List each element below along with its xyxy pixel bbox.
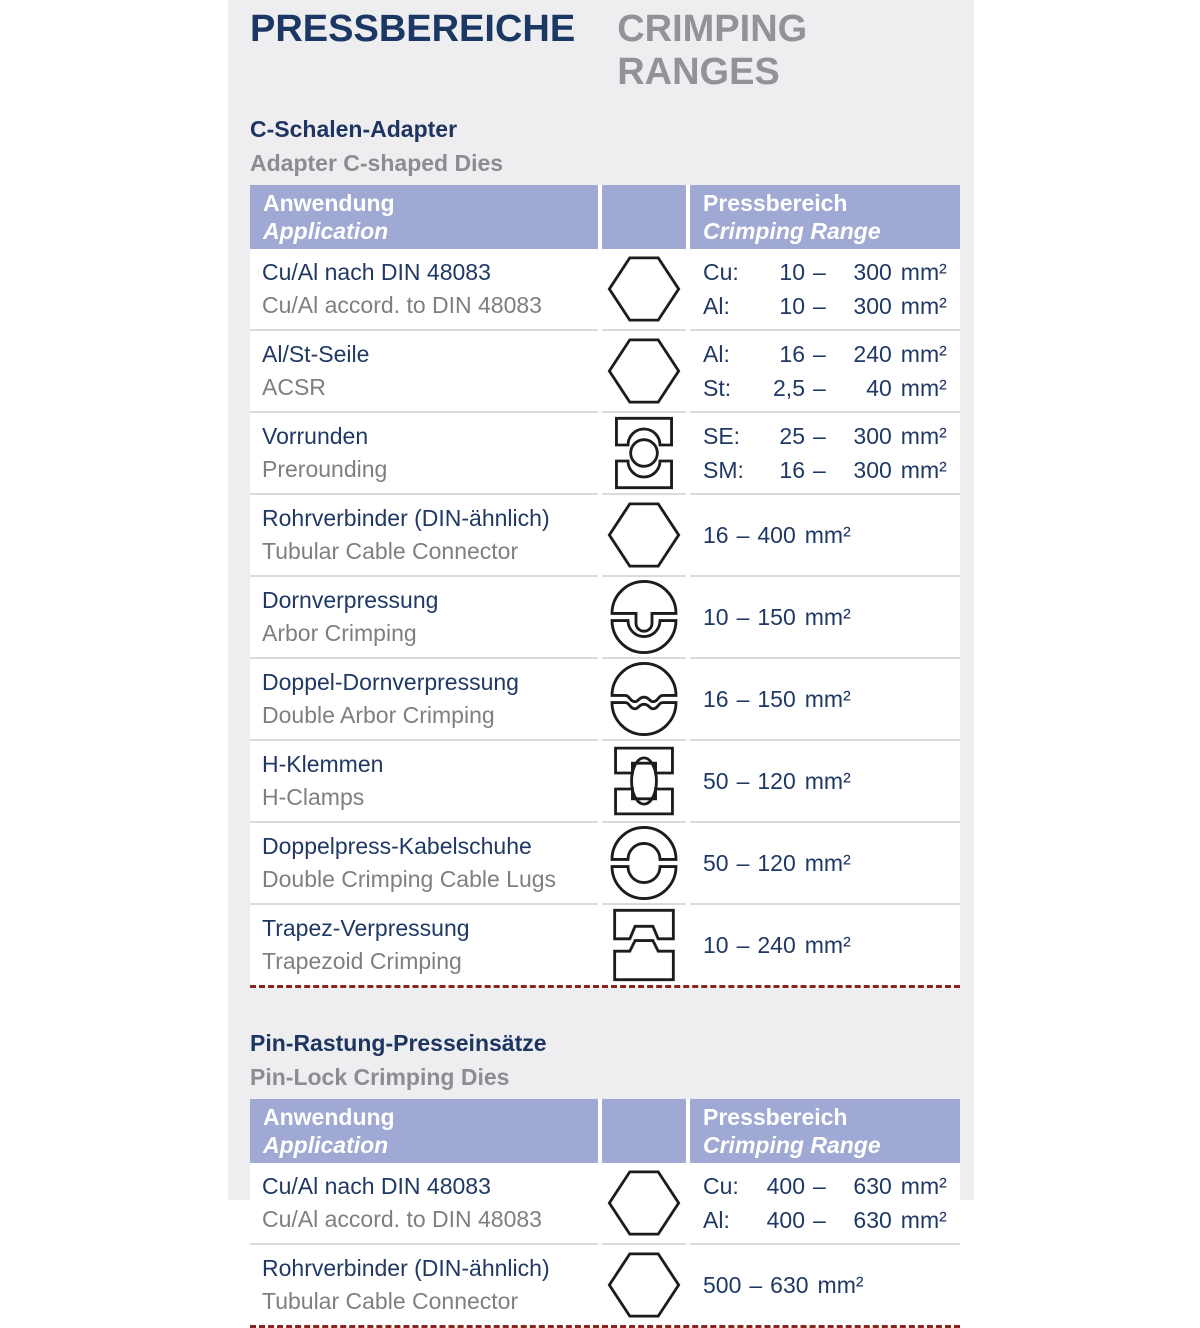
range-from: 10 <box>703 604 729 630</box>
header-application-cell <box>250 185 598 249</box>
range-from: 10 <box>779 293 805 319</box>
range-unit: mm² <box>900 293 947 319</box>
header-application-en: Application <box>263 1132 389 1158</box>
die-icon-cell <box>602 329 686 411</box>
range-to: 300 <box>853 259 892 285</box>
range-line <box>703 419 960 453</box>
application-label-de: Doppelpress-Kabelschuhe <box>262 833 532 859</box>
table-row <box>250 821 960 903</box>
application-cell <box>250 1163 598 1243</box>
header-application-de: Anwendung <box>263 1104 395 1130</box>
table-row <box>250 657 960 739</box>
double-crimp-die-icon <box>604 823 684 903</box>
section-divider-dashed <box>250 985 960 988</box>
range-from: 16 <box>703 522 729 548</box>
prerounding-die-icon <box>604 413 684 493</box>
range-material: Cu: <box>703 259 739 285</box>
table-row <box>250 1243 960 1325</box>
trapezoid-die-icon <box>604 905 684 985</box>
application-label-de: Cu/Al nach DIN 48083 <box>262 259 491 285</box>
range-from: 500 <box>703 1272 742 1298</box>
table-row <box>250 329 960 411</box>
range-material: Al: <box>703 341 730 367</box>
range-unit: mm² <box>900 1173 947 1199</box>
crimping-range-cell <box>690 821 960 903</box>
table-header-row <box>250 185 960 249</box>
table-row <box>250 903 960 985</box>
section-heading-de: Pin-Rastung-Presseinsätze <box>250 1030 547 1056</box>
range-unit: mm² <box>900 457 947 483</box>
range-dash: – <box>736 686 750 712</box>
application-label-en: Prerounding <box>262 456 388 482</box>
header-range-de: Pressbereich <box>703 190 848 216</box>
range-line <box>703 928 960 962</box>
range-to: 630 <box>853 1207 892 1233</box>
range-line <box>703 337 960 371</box>
range-dash: – <box>813 457 826 483</box>
application-label-de: Cu/Al nach DIN 48083 <box>262 1173 491 1199</box>
range-unit: mm² <box>804 932 851 958</box>
section-c-shaped-dies <box>250 116 960 988</box>
application-label-en: ACSR <box>262 374 326 400</box>
application-label-de: Rohrverbinder (DIN-ähnlich) <box>262 1255 550 1281</box>
range-to: 300 <box>853 423 892 449</box>
hexagon-die-icon <box>604 495 684 575</box>
range-line <box>703 371 960 405</box>
table-row <box>250 739 960 821</box>
application-cell <box>250 821 598 903</box>
application-label-en: H-Clamps <box>262 784 365 810</box>
h-clamp-die-icon <box>604 741 684 821</box>
range-line <box>703 764 960 798</box>
range-to: 150 <box>757 686 796 712</box>
header-application-en: Application <box>263 218 389 244</box>
range-from: 16 <box>703 686 729 712</box>
table-row <box>250 249 960 329</box>
range-dash: – <box>749 1272 763 1298</box>
range-to: 120 <box>757 768 796 794</box>
section-heading-de: C-Schalen-Adapter <box>250 116 458 142</box>
range-unit: mm² <box>817 1272 864 1298</box>
application-label-en: Double Arbor Crimping <box>262 702 495 728</box>
application-cell <box>250 1243 598 1325</box>
range-material: Al: <box>703 1207 730 1233</box>
crimping-range-cell <box>690 657 960 739</box>
range-dash: – <box>813 375 826 401</box>
range-to: 240 <box>757 932 796 958</box>
range-dash: – <box>813 1207 826 1233</box>
arbor-die-icon <box>604 577 684 657</box>
range-from: 16 <box>779 457 805 483</box>
die-icon-cell <box>602 903 686 985</box>
section-heading-en: Pin-Lock Crimping Dies <box>250 1064 510 1090</box>
crimping-range-cell <box>690 739 960 821</box>
range-dash: – <box>736 522 750 548</box>
crimping-range-cell <box>690 411 960 493</box>
application-label-en: Cu/Al accord. to DIN 48083 <box>262 292 542 318</box>
range-unit: mm² <box>804 850 851 876</box>
header-range-en: Crimping Range <box>703 1132 881 1158</box>
range-to: 300 <box>853 457 892 483</box>
application-label-de: Vorrunden <box>262 423 369 449</box>
die-icon-cell <box>602 1163 686 1243</box>
range-from: 2,5 <box>773 375 805 401</box>
section-heading-en: Adapter C-shaped Dies <box>250 150 504 176</box>
range-line <box>703 453 960 487</box>
header-range-en: Crimping Range <box>703 218 881 244</box>
range-line <box>703 255 960 289</box>
range-to: 240 <box>853 341 892 367</box>
crimping-range-cell <box>690 329 960 411</box>
header-icon-cell <box>602 185 686 249</box>
range-dash: – <box>813 293 826 319</box>
crimping-range-cell <box>690 1243 960 1325</box>
header-range-cell <box>690 185 960 249</box>
range-unit: mm² <box>804 604 851 630</box>
application-label-en: Trapezoid Crimping <box>262 948 462 974</box>
range-dash: – <box>813 341 826 367</box>
range-to: 300 <box>853 293 892 319</box>
table-header-row <box>250 1099 960 1163</box>
range-dash: – <box>813 259 826 285</box>
crimping-range-cell <box>690 1163 960 1243</box>
crimping-range-cell <box>690 575 960 657</box>
application-cell <box>250 493 598 575</box>
die-icon-cell <box>602 575 686 657</box>
table-row <box>250 411 960 493</box>
page-title <box>250 8 960 94</box>
header-icon-cell <box>602 1099 686 1163</box>
range-from: 400 <box>766 1207 805 1233</box>
range-dash: – <box>813 423 826 449</box>
application-cell <box>250 657 598 739</box>
range-material: Cu: <box>703 1173 739 1199</box>
range-to: 630 <box>853 1173 892 1199</box>
range-from: 50 <box>703 768 729 794</box>
range-line <box>703 846 960 880</box>
range-unit: mm² <box>900 1207 947 1233</box>
application-cell <box>250 249 598 329</box>
range-material: Al: <box>703 293 730 319</box>
range-unit: mm² <box>900 259 947 285</box>
application-label-en: Tubular Cable Connector <box>262 538 519 564</box>
die-icon-cell <box>602 1243 686 1325</box>
range-material: SE: <box>703 423 741 449</box>
die-icon-cell <box>602 249 686 329</box>
section-pin-lock-dies <box>250 1030 960 1328</box>
range-to: 630 <box>770 1272 809 1298</box>
range-unit: mm² <box>804 768 851 794</box>
application-label-en: Cu/Al accord. to DIN 48083 <box>262 1206 542 1232</box>
range-from: 16 <box>779 341 805 367</box>
range-unit: mm² <box>804 686 851 712</box>
range-dash: – <box>736 850 750 876</box>
application-label-de: Al/St-Seile <box>262 341 370 367</box>
range-from: 10 <box>703 932 729 958</box>
range-line <box>703 682 960 716</box>
header-application-de: Anwendung <box>263 190 395 216</box>
range-line <box>703 518 960 552</box>
application-label-de: Rohrverbinder (DIN-ähnlich) <box>262 505 550 531</box>
range-unit: mm² <box>900 341 947 367</box>
application-label-en: Tubular Cable Connector <box>262 1288 519 1314</box>
crimping-range-cell <box>690 249 960 329</box>
range-dash: – <box>736 768 750 794</box>
range-line <box>703 1268 960 1302</box>
page-content <box>250 0 960 1328</box>
header-range-cell <box>690 1099 960 1163</box>
hexagon-die-icon <box>604 331 684 411</box>
table-row <box>250 575 960 657</box>
table-row <box>250 1163 960 1243</box>
range-from: 400 <box>766 1173 805 1199</box>
crimping-table <box>250 185 960 988</box>
range-unit: mm² <box>900 375 947 401</box>
range-from: 50 <box>703 850 729 876</box>
die-icon-cell <box>602 493 686 575</box>
range-line <box>703 1169 960 1203</box>
range-to: 120 <box>757 850 796 876</box>
crimping-range-cell <box>690 493 960 575</box>
application-label-de: Trapez-Verpressung <box>262 915 470 941</box>
application-cell <box>250 903 598 985</box>
application-cell <box>250 739 598 821</box>
application-cell <box>250 575 598 657</box>
die-icon-cell <box>602 657 686 739</box>
application-label-de: Doppel-Dornverpressung <box>262 669 519 695</box>
range-unit: mm² <box>804 522 851 548</box>
header-range-de: Pressbereich <box>703 1104 848 1130</box>
range-to: 150 <box>757 604 796 630</box>
range-line <box>703 289 960 323</box>
hexagon-die-icon <box>604 1245 684 1325</box>
double-arbor-die-icon <box>604 659 684 739</box>
range-to: 400 <box>757 522 796 548</box>
range-to: 40 <box>866 375 892 401</box>
range-unit: mm² <box>900 423 947 449</box>
application-cell <box>250 411 598 493</box>
application-label-de: H-Klemmen <box>262 751 384 777</box>
range-dash: – <box>736 604 750 630</box>
range-dash: – <box>736 932 750 958</box>
application-label-en: Arbor Crimping <box>262 620 417 646</box>
die-icon-cell <box>602 821 686 903</box>
application-label-en: Double Crimping Cable Lugs <box>262 866 557 892</box>
hexagon-die-icon <box>604 249 684 329</box>
header-application-cell <box>250 1099 598 1163</box>
page-title-de: PRESSBEREICHE <box>250 8 576 50</box>
range-line <box>703 1203 960 1237</box>
crimping-range-cell <box>690 903 960 985</box>
application-cell <box>250 329 598 411</box>
range-material: SM: <box>703 457 744 483</box>
range-from: 10 <box>779 259 805 285</box>
range-material: St: <box>703 375 732 401</box>
die-icon-cell <box>602 739 686 821</box>
crimping-table <box>250 1099 960 1328</box>
range-dash: – <box>813 1173 826 1199</box>
application-label-de: Dornverpressung <box>262 587 439 613</box>
range-line <box>703 600 960 634</box>
hexagon-die-icon <box>604 1163 684 1243</box>
die-icon-cell <box>602 411 686 493</box>
page-title-en: CRIMPING RANGES <box>617 8 808 93</box>
range-from: 25 <box>779 423 805 449</box>
table-row <box>250 493 960 575</box>
